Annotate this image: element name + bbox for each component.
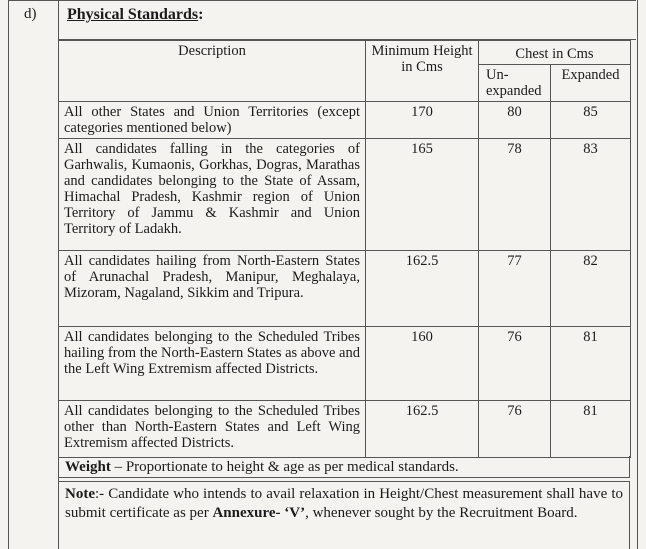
section-label: d)	[24, 6, 37, 22]
row-description: All other States and Union Territories (except categories mentioned below)	[59, 102, 366, 139]
row-unexpanded: 76	[479, 401, 551, 458]
heading-text: Physical Standards	[67, 6, 199, 23]
note-box	[58, 481, 630, 549]
row-height: 165	[366, 139, 479, 251]
row-height: 160	[366, 327, 479, 401]
weight-text: – Proportionate to height & age as per medical standards.	[110, 459, 459, 475]
section-heading	[67, 6, 203, 24]
row-expanded: 83	[551, 139, 631, 251]
row-expanded: 81	[551, 327, 631, 401]
table-row	[59, 139, 631, 251]
row-description: All candidates falling in the categories of Garhwalis, Kumaonis, Gorkhas, Dogras, Marathas and candidates belonging to the State of Assam, Himachal Pradesh, Kashmir region of Union Territory of Jammu & Kashmir and Union Territory of Ladakh.	[59, 139, 366, 251]
row-description: All candidates hailing from North-Eastern States of Arunachal Pradesh, Manipur, Meghalaya, Mizoram, Nagaland, Sikkim and Tripura.	[59, 251, 366, 327]
header-min-height-line2: in Cms	[401, 59, 443, 75]
row-expanded: 82	[551, 251, 631, 327]
row-height: 170	[366, 102, 479, 139]
table-header-row	[59, 41, 631, 65]
note-text-after: , whenever sought by the Recruitment Board.	[305, 505, 578, 521]
row-height: 162.5	[366, 251, 479, 327]
row-expanded: 81	[551, 401, 631, 458]
header-chest: Chest in Cms	[479, 41, 631, 65]
row-height: 162.5	[366, 401, 479, 458]
row-description: All candidates belonging to the Scheduled Tribes hailing from the North-Eastern States as above and the Left Wing Extremism affected Districts.	[59, 327, 366, 401]
header-min-height-line1: Minimum Height	[371, 43, 473, 59]
header-expanded: Expanded	[551, 65, 631, 102]
heading-suffix: :	[198, 6, 204, 23]
note-annexure: Annexure- ‘V’	[212, 505, 306, 521]
header-unexpanded: Un-expanded	[479, 65, 551, 102]
row-unexpanded: 78	[479, 139, 551, 251]
header-min-height	[366, 41, 479, 102]
table-row	[59, 102, 631, 139]
row-unexpanded: 76	[479, 327, 551, 401]
note-label: Note	[65, 486, 95, 502]
table-row	[59, 327, 631, 401]
row-expanded: 85	[551, 102, 631, 139]
row-unexpanded: 77	[479, 251, 551, 327]
physical-standards-table	[58, 40, 631, 458]
header-description: Description	[59, 41, 366, 102]
table-row	[59, 401, 631, 458]
table-row	[59, 251, 631, 327]
weight-row	[58, 456, 630, 478]
row-description: All candidates belonging to the Scheduled Tribes other than North-Eastern States and Left Wing Extremism affected Districts.	[59, 401, 366, 458]
row-unexpanded: 80	[479, 102, 551, 139]
weight-label: Weight	[65, 459, 111, 475]
label-column	[8, 0, 59, 549]
note-text-before: :- Candidate who intends to avail relaxation in Height/Chest measurement shall have to submit certificate as per	[65, 486, 623, 521]
